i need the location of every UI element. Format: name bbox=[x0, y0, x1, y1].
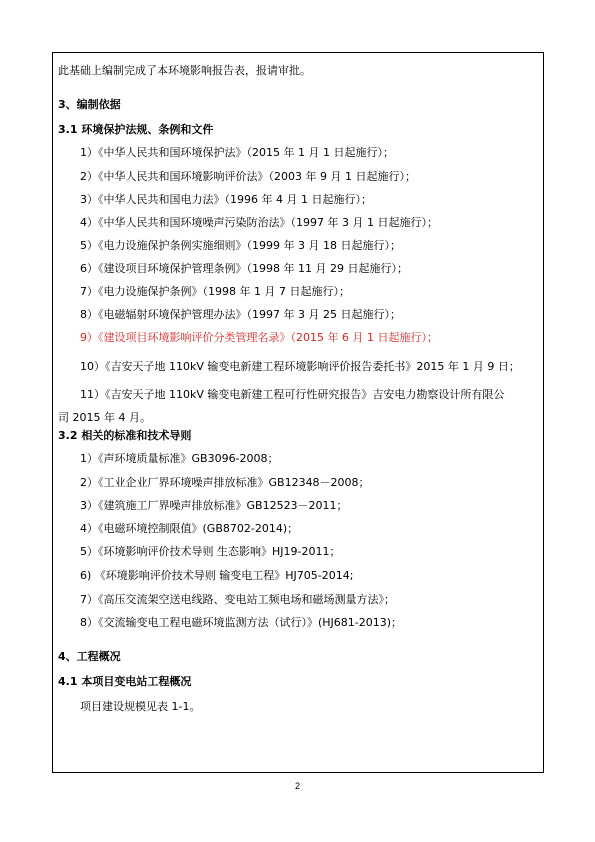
section-4-1-heading: 4.1 本项目变电站工程概况 bbox=[58, 675, 192, 688]
page-number: 2 bbox=[294, 781, 300, 791]
list-item: 8）《交流输变电工程电磁环境监测方法（试行）》(HJ681-2013)； bbox=[80, 616, 403, 629]
list-item: 3）《建筑施工厂界噪声排放标准》GB12523－2011； bbox=[80, 499, 348, 512]
list-item: 2）《工业企业厂界环境噪声排放标准》GB12348－2008； bbox=[80, 476, 370, 489]
list-item: 1）《中华人民共和国环境保护法》（2015 年 1 月 1 日起施行）； bbox=[80, 146, 394, 159]
list-item: 2）《中华人民共和国环境影响评价法》（2003 年 9 月 1 日起施行）； bbox=[80, 170, 416, 183]
list-item: 6）《建设项目环境保护管理条例》（1998 年 11 月 29 日起施行）； bbox=[80, 262, 408, 275]
list-item: 4）《电磁环境控制限值》(GB8702-2014)； bbox=[80, 522, 299, 535]
body-text: 项目建设规模见表 1-1。 bbox=[80, 700, 201, 713]
list-item: 11）《吉安天子地 110kV 输变电新建工程可行性研究报告》吉安电力勘察设计所有限公 bbox=[80, 388, 505, 401]
section-3-2-heading: 3.2 相关的标准和技术导则 bbox=[58, 429, 192, 442]
list-item-highlighted: 9）《建设项目环境影响评价分类管理名录》（2015 年 6 月 1 日起施行）； bbox=[80, 331, 438, 344]
intro-tail-text: 此基础上编制完成了本环境影响报告表，报请审批。 bbox=[58, 64, 311, 77]
list-item: 5）《环境影响评价技术导则 生态影响》HJ19-2011； bbox=[80, 545, 341, 558]
list-item-continuation: 司 2015 年 4 月。 bbox=[58, 411, 151, 424]
list-item: 7）《高压交流架空送电线路、变电站工频电场和磁场测量方法》； bbox=[80, 593, 395, 606]
list-item: 3）《中华人民共和国电力法》（1996 年 4 月 1 日起施行）； bbox=[80, 193, 372, 206]
list-item: 4）《中华人民共和国环境噪声污染防治法》（1997 年 3 月 1 日起施行）； bbox=[80, 216, 438, 229]
list-item: 10）《吉安天子地 110kV 输变电新建工程环境影响评价报告委托书》2015 年 1 月 9 日； bbox=[80, 360, 520, 373]
section-3-heading: 3、编制依据 bbox=[58, 98, 121, 111]
section-3-1-heading: 3.1 环境保护法规、条例和文件 bbox=[58, 123, 214, 136]
list-item: 6) 《环境影响评价技术导则 输变电工程》HJ705-2014; bbox=[80, 569, 354, 582]
section-4-heading: 4、工程概况 bbox=[58, 650, 121, 663]
list-item: 5）《电力设施保护条例实施细则》（1999 年 3 月 18 日起施行）； bbox=[80, 239, 401, 252]
list-item: 8）《电磁辐射环境保护管理办法》（1997 年 3 月 25 日起施行）； bbox=[80, 308, 401, 321]
list-item: 1）《声环境质量标准》GB3096-2008； bbox=[80, 452, 279, 465]
list-item: 7）《电力设施保护条例》（1998 年 1 月 7 日起施行）； bbox=[80, 285, 350, 298]
